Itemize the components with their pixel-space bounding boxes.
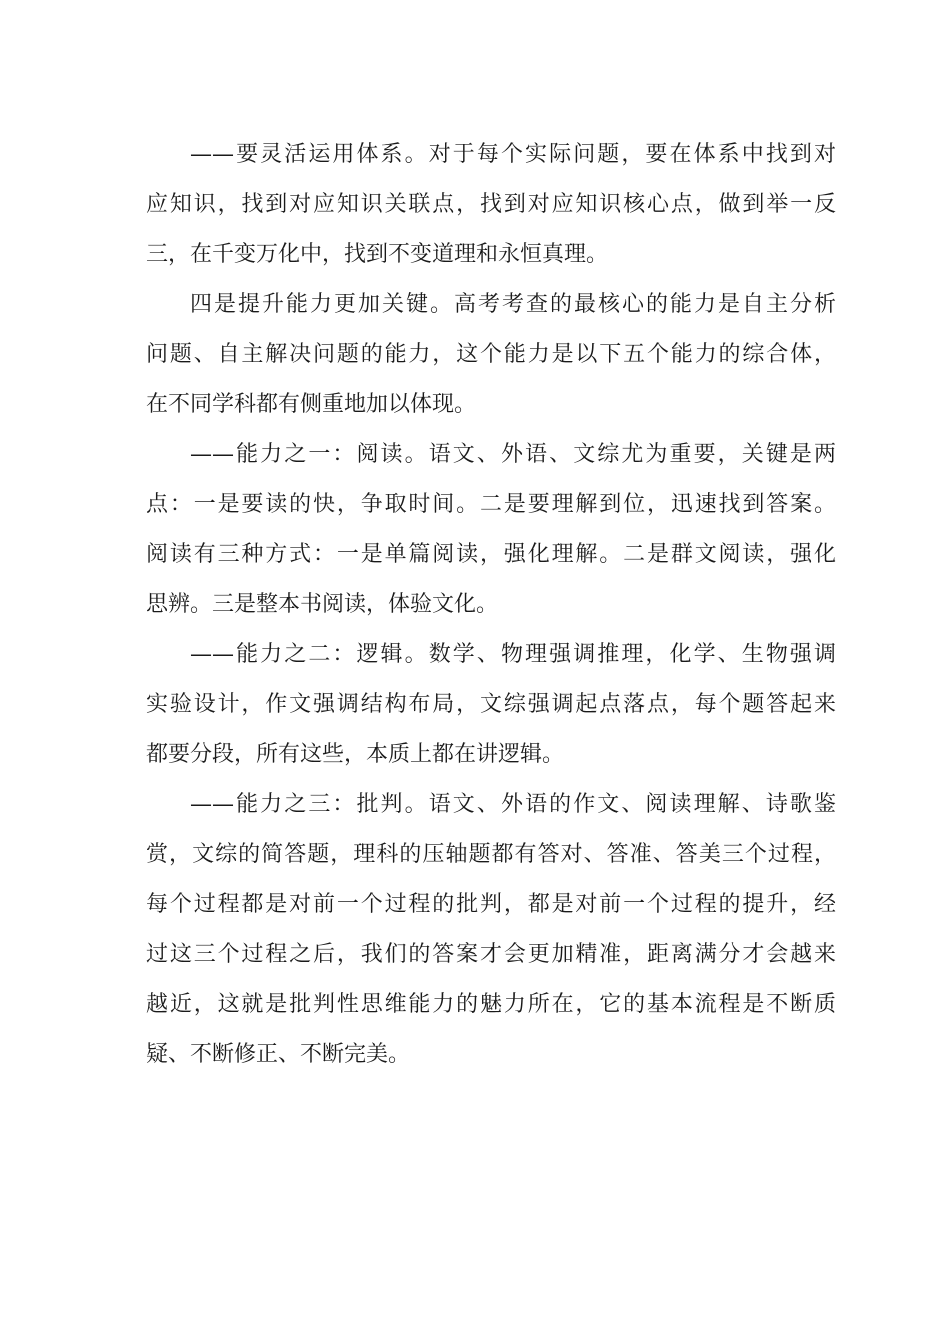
paragraph-line: ——能力之三：批判。语文、外语的作文、阅读理解、诗歌鉴 bbox=[190, 792, 836, 817]
paragraph-line: 疑、不断修正、不断完美。 bbox=[146, 1042, 411, 1067]
paragraph-line: ——能力之二：逻辑。数学、物理强调推理，化学、生物强调 bbox=[190, 642, 836, 667]
paragraph-ability-three-critique bbox=[146, 780, 836, 1080]
paragraph-line: 越近，这就是批判性思维能力的魅力所在，它的基本流程是不断质 bbox=[146, 992, 836, 1017]
paragraph-line: 思辨。三是整本书阅读，体验文化。 bbox=[146, 592, 499, 617]
paragraph-line: 在不同学科都有侧重地加以体现。 bbox=[146, 392, 477, 417]
paragraph-flexible-use-system bbox=[146, 130, 836, 280]
paragraph-line: 都要分段，所有这些，本质上都在讲逻辑。 bbox=[146, 742, 565, 767]
document-body bbox=[146, 130, 836, 1080]
paragraph-line: 三，在千变万化中，找到不变道理和永恒真理。 bbox=[146, 242, 609, 267]
paragraph-line: 点：一是要读的快，争取时间。二是要理解到位，迅速找到答案。 bbox=[146, 492, 836, 517]
paragraph-line: 每个过程都是对前一个过程的批判，都是对前一个过程的提升，经 bbox=[146, 892, 836, 917]
paragraph-line: 阅读有三种方式：一是单篇阅读，强化理解。二是群文阅读，强化 bbox=[146, 542, 836, 567]
paragraph-line: 应知识，找到对应知识关联点，找到对应知识核心点，做到举一反 bbox=[146, 192, 836, 217]
paragraph-improve-ability bbox=[146, 280, 836, 430]
paragraph-line: 实验设计，作文强调结构布局，文综强调起点落点，每个题答起来 bbox=[146, 692, 836, 717]
paragraph-ability-one-reading bbox=[146, 430, 836, 630]
paragraph-ability-two-logic bbox=[146, 630, 836, 780]
paragraph-line: 过这三个过程之后，我们的答案才会更加精准，距离满分才会越来 bbox=[146, 942, 836, 967]
paragraph-line: 问题、自主解决问题的能力，这个能力是以下五个能力的综合体， bbox=[146, 342, 836, 367]
paragraph-line: 赏，文综的简答题，理科的压轴题都有答对、答准、答美三个过程， bbox=[146, 842, 836, 867]
paragraph-line: ——要灵活运用体系。对于每个实际问题，要在体系中找到对 bbox=[190, 142, 836, 167]
paragraph-line: 四是提升能力更加关键。高考考查的最核心的能力是自主分析 bbox=[190, 292, 836, 317]
paragraph-line: ——能力之一：阅读。语文、外语、文综尤为重要，关键是两 bbox=[190, 442, 836, 467]
